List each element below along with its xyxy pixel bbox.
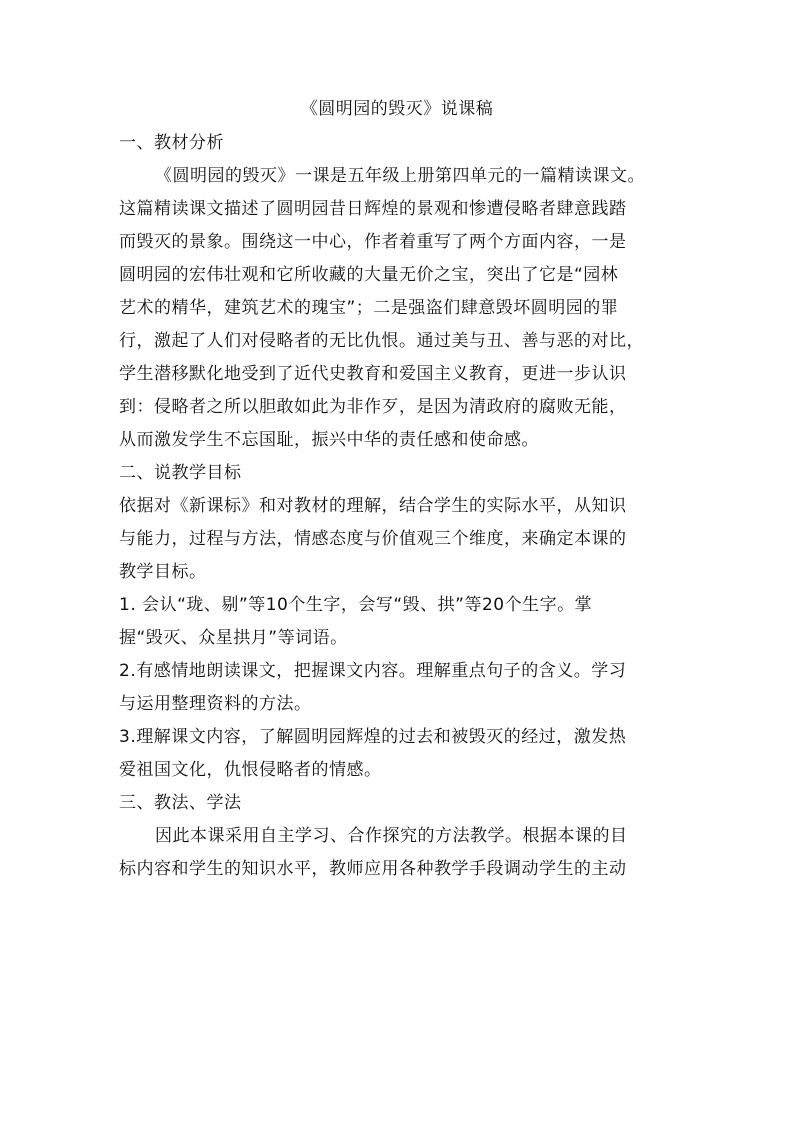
paragraph-line: 行，激起了人们对侵略者的无比仇恨。通过美与丑、善与恶的对比，	[119, 331, 644, 351]
list-item-line: 1. 会认“珑、剔”等10个生字，会写“毁、拱”等20个生字。掌	[119, 595, 593, 615]
list-item-line: 2.有感情地朗读课文，把握课文内容。理解重点句子的含义。学习	[119, 661, 627, 681]
paragraph-line: 《圆明园的毁灭》一课是五年级上册第四单元的一篇精读课文。	[155, 166, 645, 186]
paragraph-line: 到：侵略者之所以胆敢如此为非作歹，是因为清政府的腐败无能，	[119, 397, 627, 417]
paragraph-line: 与能力，过程与方法，情感态度与价值观三个维度，来确定本课的	[119, 529, 627, 549]
paragraph-line: 学生潜移默化地受到了近代史教育和爱国主义教育，更进一步认识	[119, 364, 627, 384]
document-body	[119, 131, 679, 890]
list-item-line: 握“毁灭、众星拱月”等词语。	[119, 628, 348, 648]
document-title: 《圆明园的毁灭》说课稿	[300, 99, 494, 119]
section-heading: 三、教法、学法	[119, 793, 242, 813]
paragraph-line: 这篇精读课文描述了圆明园昔日辉煌的景观和惨遭侵略者肆意践踏	[119, 199, 627, 219]
section-heading: 二、说教学目标	[119, 463, 242, 483]
paragraph-line: 艺术的精华，建筑艺术的瑰宝”；二是强盗们肆意毁坏圆明园的罪	[119, 298, 619, 318]
paragraph-line: 圆明园的宏伟壮观和它所收藏的大量无价之宝，突出了它是“园林	[119, 265, 619, 285]
section-heading: 一、教材分析	[119, 133, 224, 153]
paragraph-line: 依据对《新课标》和对教材的理解，结合学生的实际水平，从知识	[119, 496, 627, 516]
paragraph-line: 从而激发学生不忘国耻，振兴中华的责任感和使命感。	[119, 430, 539, 450]
list-item-line: 爱祖国文化，仇恨侵略者的情感。	[119, 760, 382, 780]
list-item-line: 3.理解课文内容，了解圆明园辉煌的过去和被毁灭的经过，激发热	[119, 727, 627, 747]
paragraph-line: 教学目标。	[119, 562, 207, 582]
paragraph-line: 标内容和学生的知识水平，教师应用各种教学手段调动学生的主动	[119, 859, 627, 879]
list-item-line: 与运用整理资料的方法。	[119, 694, 312, 714]
paragraph-line: 因此本课采用自主学习、合作探究的方法教学。根据本课的目	[155, 826, 628, 846]
paragraph-line: 而毁灭的景象。围绕这一中心，作者着重写了两个方面内容，一是	[119, 232, 627, 252]
